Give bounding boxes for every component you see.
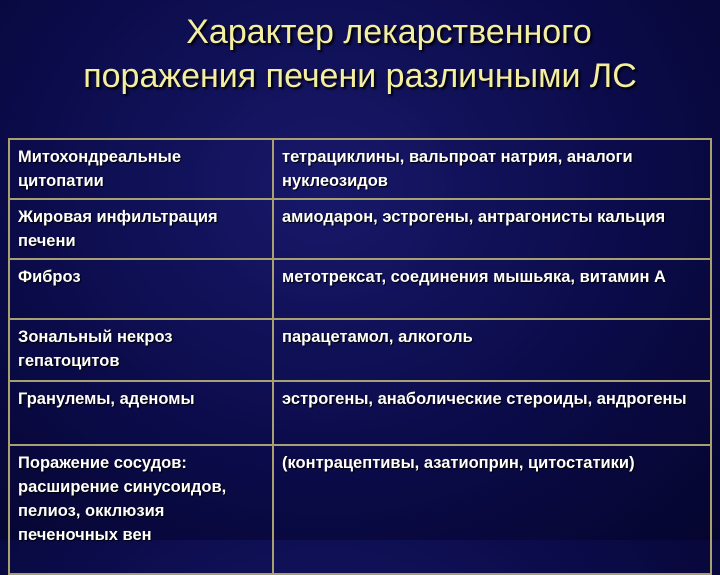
table-row (9, 139, 711, 199)
drugs-cell: метотрексат, соединения мышьяка, витамин А (273, 259, 711, 319)
table-row (9, 381, 711, 445)
lesion-type-cell: Фиброз (9, 259, 273, 319)
lesion-type-cell: Зональный некроз гепатоцитов (9, 319, 273, 381)
table-row (9, 445, 711, 574)
table-row (9, 319, 711, 381)
drug-liver-damage-table (8, 138, 712, 575)
lesion-type-cell: Митохондреальные цитопатии (9, 139, 273, 199)
table-row (9, 199, 711, 259)
table-row (9, 259, 711, 319)
slide-title-line-1: Характер лекарственного (186, 13, 592, 51)
slide-title (0, 10, 720, 98)
drugs-cell: (контрацептивы, азатиоприн, цитостатики) (273, 445, 711, 574)
drugs-cell: амиодарон, эстрогены, антрагонисты кальция (273, 199, 711, 259)
lesion-type-cell: Жировая инфильтрация печени (9, 199, 273, 259)
lesion-type-cell: Гранулемы, аденомы (9, 381, 273, 445)
drugs-cell: тетрациклины, вальпроат натрия, аналоги нуклеозидов (273, 139, 711, 199)
drugs-cell: эстрогены, анаболические стероиды, андрогены (273, 381, 711, 445)
slide-title-line-2: поражения печени различными ЛС (83, 57, 637, 95)
drugs-cell: парацетамол, алкоголь (273, 319, 711, 381)
lesion-type-cell: Поражение сосудов: расширение синусоидов, пелиоз, окклюзия печеночных вен (9, 445, 273, 574)
